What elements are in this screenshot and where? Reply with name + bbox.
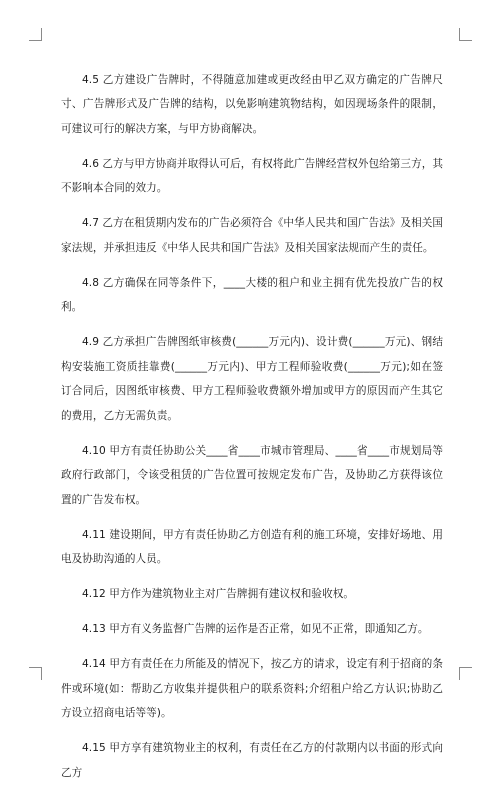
- clause-4-14: 4.14 甲方有责任在力所能及的情况下，按乙方的请求，设定有利于招商的条件或环境(如：帮助乙方收集并提供租户的联系资料;介绍租户给乙方认识;协助乙方设立招商电话等等)。: [61, 658, 443, 720]
- crop-mark-bottom-right: [459, 667, 472, 680]
- crop-mark-top-left: [29, 28, 42, 41]
- crop-mark-top-right: [459, 28, 472, 41]
- clause-4-13: 4.13 甲方有义务监督广告牌的运作是否正常，如见不正常，即通知乙方。: [82, 623, 429, 636]
- contract-body: [61, 68, 443, 796]
- clause-4-15: 4.15 甲方享有建筑物业主的权利，有责任在乙方的付款期内以书面的形式向乙方: [61, 742, 443, 779]
- clause-4-7: 4.7 乙方在租赁期内发布的广告必须符合《中华人民共和国广告法》及相关国家法规，并承担违反《中华人民共和国广告法》及相关国家法规而产生的责任。: [61, 217, 444, 254]
- clause-4-10: 4.10 甲方有责任协助公关____省____市城市管理局、____省____市规划局等政府行政部门，令该受租赁的广告位置可按规定发布广告，及协助乙方获得该位置的广告发布权。: [61, 444, 443, 506]
- clause-4-9: 4.9 乙方承担广告牌图纸审核费(______万元内)、设计费(______万元)、钢结构安装施工资质挂靠费(______万元内)、甲方工程师验收费(______万元);如在签订合同后，因图纸审核费、甲方工程师验收费额外增加或甲方的原因而产生其它的费用，乙方无需负责。: [61, 336, 443, 422]
- clause-4-11: 4.11 建设期间，甲方有责任协助乙方创造有利的施工环境，安排好场地、用电及协助沟通的人员。: [61, 528, 443, 566]
- clause-4-6: 4.6 乙方与甲方协商并取得认可后，有权将此广告牌经营权外包给第三方，其不影响本合同的效力。: [61, 157, 444, 195]
- crop-mark-bottom-left: [29, 667, 42, 680]
- clause-4-5: 4.5 乙方建设广告牌时，不得随意加建或更改经由甲乙双方确定的广告牌尺寸、广告牌形式及广告牌的结构，以免影响建筑物结构，如因现场条件的限制，可建议可行的解决方案，与甲方协商解决。: [61, 74, 443, 135]
- clause-4-8: 4.8 乙方确保在同等条件下，____大楼的租户和业主拥有优先投放广告的权利。: [61, 276, 443, 314]
- clause-4-12: 4.12 甲方作为建筑物业主对广告牌拥有建议权和验收权。: [82, 588, 355, 601]
